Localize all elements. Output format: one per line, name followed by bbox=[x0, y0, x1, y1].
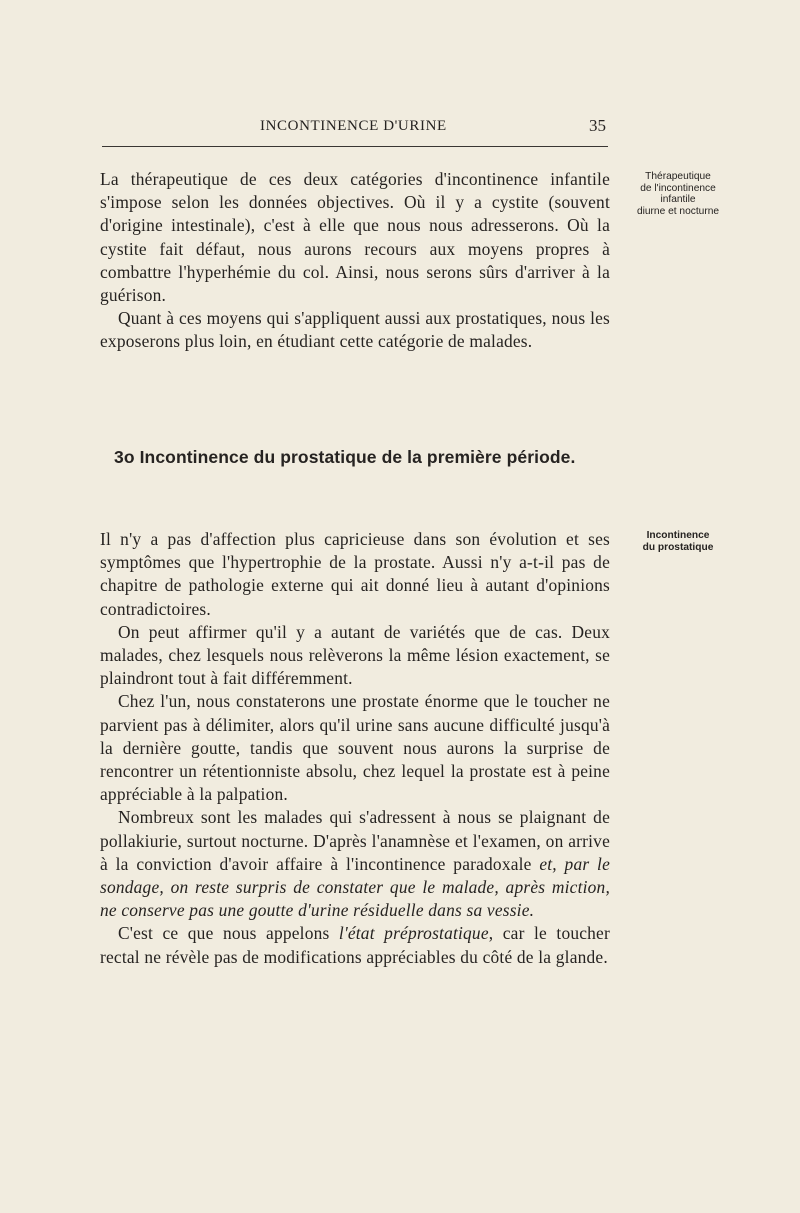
page-number: 35 bbox=[589, 116, 606, 135]
paragraph: Il n'y a pas d'affection plus capricieuse dans son évolution et ses symptômes que l'hypertrophie de la prostate. Aussi n'y a-t-il pas de chapitre de pathologie externe qui ait donné lieu à autant d'opinions contradictoires. bbox=[100, 529, 610, 619]
section-heading: 3o Incontinence du prostatique de la première période. bbox=[114, 447, 576, 467]
margin-note-line: de l'incontinence bbox=[640, 182, 716, 194]
paragraph bbox=[100, 922, 610, 968]
paragraph-text: , car le toucher rectal ne révèle pas de modifications appréciables du côté de la glande. bbox=[100, 923, 610, 967]
italic-term: l'état préprostatique bbox=[338, 923, 489, 944]
margin-note-prostatique bbox=[612, 530, 744, 553]
paragraph-text: C'est ce que nous appelons bbox=[118, 923, 339, 944]
section-1-text bbox=[100, 168, 610, 354]
paragraph-text: Nombreux sont les malades qui s'adressent à nous se plaignant de pollakiurie, surtout nocturne. D'après l'anamnèse et l'examen, on arrive à la conviction d'avoir affaire à l'incontinence paradoxale bbox=[100, 807, 610, 874]
margin-note-therapeutique bbox=[612, 171, 744, 217]
paragraph: Quant à ces moyens qui s'appliquent aussi aux prostatiques, nous les exposerons plus loin, en étudiant cette catégorie de malades. bbox=[100, 308, 610, 352]
paragraph: On peut affirmer qu'il y a autant de variétés que de cas. Deux malades, chez lesquels nous relèverons la même lésion exactement, se plaindront tout à fait différemment. bbox=[100, 621, 610, 689]
paragraph: La thérapeutique de ces deux catégories d'incontinence infantile s'impose selon les données objectives. Où il y a cystite (souvent d'origine intestinale), c'est à elle que nous nous adresserons. Où la cystite fait défaut, nous aurons recours aux moyens propres à combattre l'hyperhémie du col. Ainsi, nous serons sûrs d'arriver à la guérison. bbox=[100, 169, 610, 306]
section-2-text bbox=[100, 528, 610, 969]
header-rule bbox=[102, 146, 608, 147]
margin-note-line: infantile bbox=[660, 194, 696, 206]
running-header bbox=[100, 118, 610, 138]
paragraph bbox=[100, 806, 610, 922]
margin-note-line: diurne et nocturne bbox=[636, 205, 720, 217]
italic-text: et, par le sondage, on reste surpris de constater que le malade, après miction, ne conserve pas une goutte d'urine résiduelle dans sa vessie. bbox=[100, 853, 610, 921]
margin-note-line: Thérapeutique bbox=[645, 171, 711, 182]
margin-note-line: Incontinence bbox=[646, 530, 710, 541]
margin-note-line: du prostatique bbox=[642, 541, 714, 553]
running-title: INCONTINENCE D'URINE bbox=[260, 118, 447, 134]
paragraph: Chez l'un, nous constaterons une prostate énorme que le toucher ne parvient pas à délimiter, alors qu'il urine sans aucune difficulté jusqu'à la dernière goutte, tandis que souvent nous aurons la surprise de rencontrer un rétentionniste absolu, chez lequel la prostate est à peine appréciable à la palpation. bbox=[100, 691, 610, 805]
